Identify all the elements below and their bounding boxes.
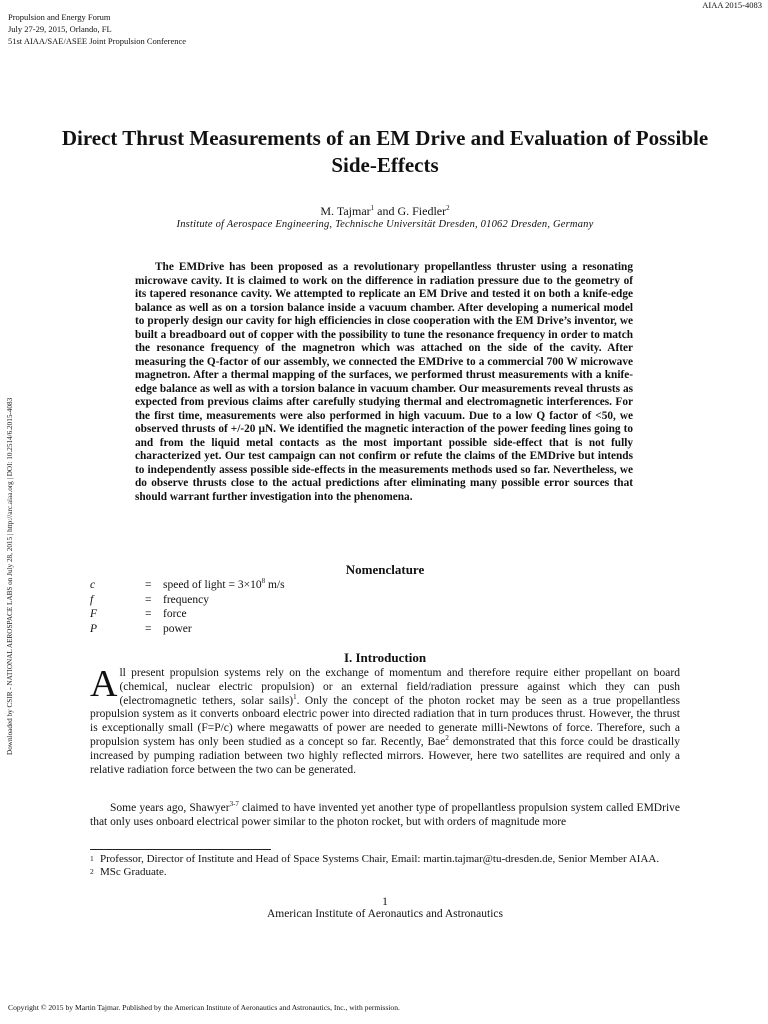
author-line <box>60 204 710 219</box>
section-heading: I. Introduction <box>343 650 427 665</box>
affiliation: Institute of Aerospace Engineering, Technische Universität Dresden, 01062 Dresden, Germany <box>176 219 594 230</box>
conference-line: Propulsion and Energy Forum <box>8 12 111 22</box>
nomenclature-item <box>90 607 285 622</box>
nomenclature-definition: speed of light = $3\times 10^8$ m/s <box>163 577 285 591</box>
nomenclature-definition: power <box>163 622 192 635</box>
footnote <box>90 866 680 879</box>
copyright-notice: Copyright © 2015 by Martin Tajmar. Published by the American Institute of Aeronautics and Astronautics, Inc., with permission. <box>8 1003 400 1012</box>
author-name: G. Fiedler <box>397 204 447 218</box>
intro-paragraph: Some years ago, Shawyer$^{3-7}$ claimed to have invented yet another type of propellantless propulsion system called EMDrive that only uses onboard electrical power similar to the photon rocket, but with orders of magnitude more <box>90 800 680 828</box>
conference-info <box>8 11 186 47</box>
author-footnote-ref[interactable]: 2 <box>446 204 450 212</box>
nomenclature-symbol: f <box>90 593 94 606</box>
footnote-number: 2 <box>90 867 94 876</box>
nomenclature-equals: = <box>145 593 152 606</box>
citation-ref[interactable]: 1 <box>293 692 297 701</box>
nomenclature-item <box>90 593 285 608</box>
page-number: 1 <box>382 896 388 908</box>
drop-cap: A <box>90 663 118 705</box>
nomenclature-item <box>90 622 285 637</box>
author-name: M. Tajmar <box>320 204 371 218</box>
paper-title: Direct Thrust Measurements of an EM Drive and Evaluation of Possible Side-Effects <box>61 126 709 177</box>
citation-ref[interactable]: 3-7 <box>229 800 239 809</box>
nomenclature-symbol: c <box>90 579 96 591</box>
nomenclature-symbol: P <box>90 622 98 635</box>
nomenclature-symbol: F <box>90 608 98 620</box>
author-footnote-ref[interactable]: 1 <box>370 204 375 212</box>
publisher-line: American Institute of Aeronautics and Astronautics <box>266 908 503 920</box>
conference-line: July 27-29, 2015, Orlando, FL <box>8 24 112 34</box>
footnote-text: MSc Graduate. <box>100 866 167 878</box>
conference-line: 51st AIAA/SAE/ASEE Joint Propulsion Conference <box>8 36 187 46</box>
nomenclature-definition: force <box>163 608 187 620</box>
intro-paragraph: All present propulsion systems rely on the exchange of momentum and therefore require either propellant on board (chemical, nuclear electric propulsion) or an external field/radiation pressure against which they can push (electromagnetic tethers, solar sails)$^1$. Only the concept of the photon rocket may be seen as a true propellantless propulsion system as it converts onboard electric power into directed radiation that in turn produces thrust. However, the thrust is exceptionally small (F=P/c) where megawatts of power are needed to generate milli-Newtons of force. Therefore, such a propulsion system has only been studied as a concept so far. Recently, Bae$^2$ demonstrated that this force could be drastically increased by pumping radiation between two highly reflected mirrors. However, here two satellites are required and only a relative radiation force between the two can be generated. <box>90 663 681 776</box>
nomenclature-equals: = <box>145 608 152 620</box>
footnote-number: 1 <box>90 854 94 863</box>
nomenclature-item <box>90 578 285 593</box>
download-stamp: Downloaded by CSIR - NATIONAL AEROSPACE LABS on July 28, 2015 | http://arc.aiaa.org | DOI: 10.2514/6.2015-4083 <box>6 397 14 755</box>
nomenclature-definition: frequency <box>163 593 209 606</box>
abstract: The EMDrive has been proposed as a revolutionary propellantless thruster using a resonating microwave cavity. It is claimed to work on the difference in radiation pressure due to the geometry of its tapered resonance cavity. We attempted to replicate an EM Drive and tested it on both a knife-edge balance as well as on a torsion balance inside a vacuum chamber. After developing a numerical model to properly design our cavity for high efficiencies in close cooperation with the EM Drive’s inventor, we built a breadboard out of copper with the possibility to tune the resonance frequency in order to match the resonance frequency of the magnetron which was attached on the side of the cavity. After measuring the Q-factor of our assembly, we connected the EMDrive to a commercial 700 W microwave magnetron. After a thermal mapping of the surfaces, we performed thrust measurements with a knife-edge balance as well as with a torsion balance in vacuum chamber. Our measurements reveal thrusts as expected from previous claims after carefully studying thermal and electromagnetic interferences. For the first time, measurements were also performed in high vacuum. Due to a low Q factor of <50, we observed thrusts of +/-20 µN. We identified the magnetic interaction of the power feeding lines going to and from the liquid metal contacts as the most important possible side-effect that is not fully characterized yet. Our test campaign can not confirm or refute the claims of the EMDrive but intends to independently assess possible side-effects in the measurements methods used so far. Nevertheless, we do observe thrusts close to the actual predictions after eliminating many possible error sources that should warrant further investigation into the phenomena. <box>135 261 633 503</box>
footnote-rule <box>90 849 271 850</box>
citation-ref[interactable]: 2 <box>445 734 449 743</box>
footnote-text: Professor, Director of Institute and Head of Space Systems Chair, Email: martin.tajmar@tu-dresden.de, Senior Member AIAA. <box>100 853 660 865</box>
paper-number: AIAA 2015-4083 <box>702 0 762 10</box>
footnote <box>90 853 680 866</box>
footnotes <box>90 853 680 879</box>
nomenclature-list <box>90 578 285 636</box>
nomenclature-equals: = <box>145 579 152 591</box>
nomenclature-equals: = <box>145 622 152 635</box>
author-conjunction: and <box>374 204 398 218</box>
nomenclature-heading: Nomenclature <box>345 562 425 577</box>
